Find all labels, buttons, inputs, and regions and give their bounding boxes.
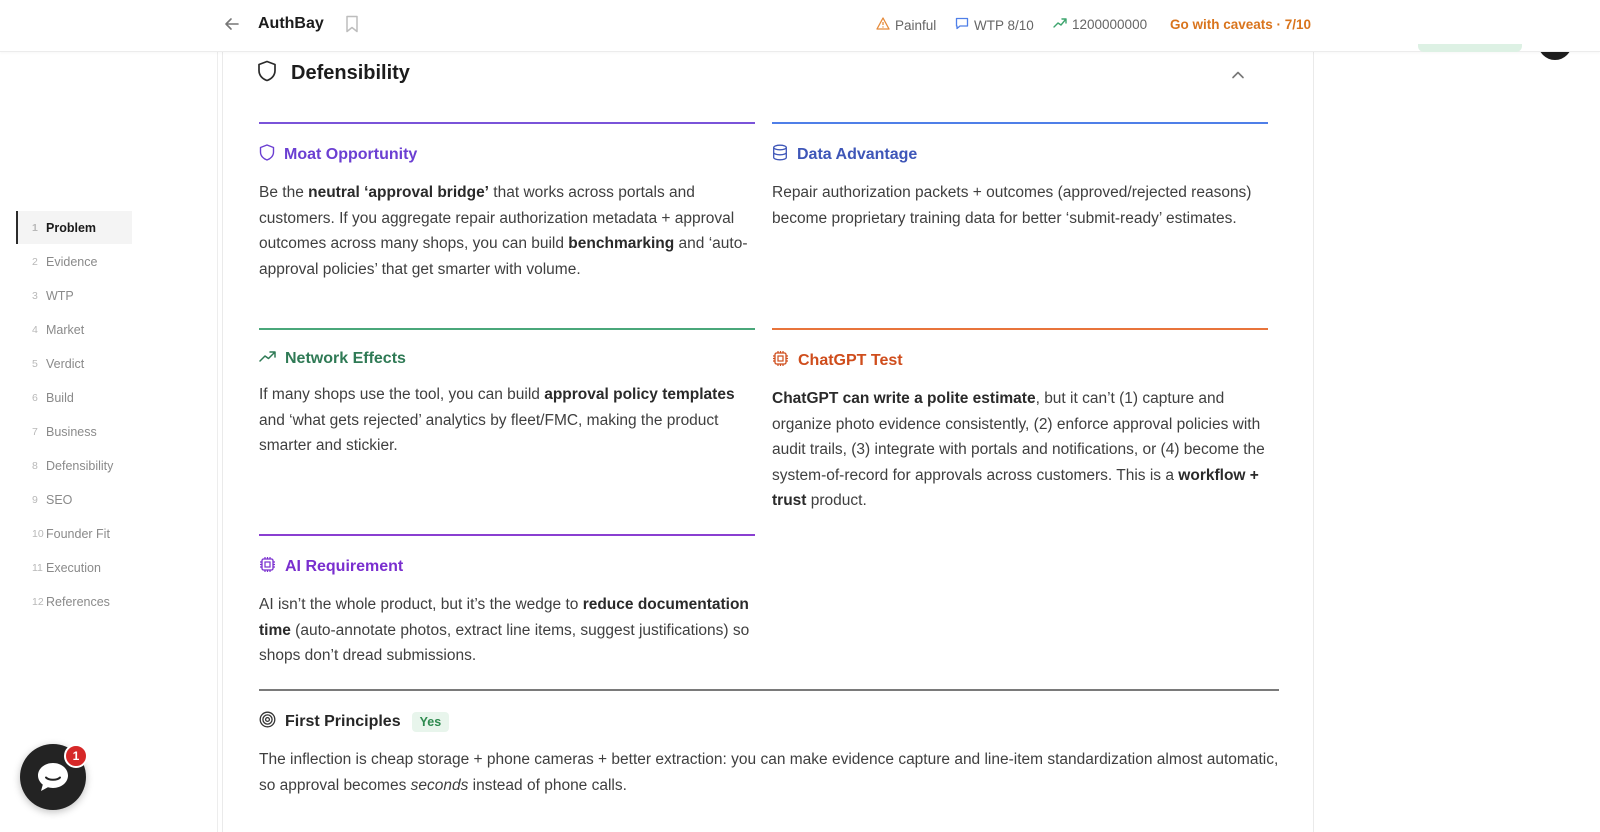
data-advantage-text: Repair authorization packets + outcomes (approved/rejected reasons) become proprietary training data for better ‘submit-ready’ estimates. [772, 184, 1252, 227]
shield-icon [259, 144, 275, 166]
nav-item-label: Verdict [46, 356, 85, 371]
status-badge: Yes [412, 712, 450, 732]
first-principles-text: The inflection is cheap storage + phone cameras + better extraction: you can make evidence capture and line-item standardization almost automatic, so approval becomes seconds instead of phone calls. [259, 751, 1279, 794]
nav-item-evidence[interactable] [16, 245, 132, 278]
nav-item-label: References [46, 594, 110, 609]
divider [259, 689, 1279, 691]
warning-icon [876, 17, 890, 33]
nav-item-label: Execution [46, 560, 101, 575]
market-label: 1200000000 [1072, 17, 1148, 32]
market-indicator [1053, 17, 1147, 32]
nav-item-execution[interactable] [16, 551, 132, 584]
nav-item-label: WTP [46, 288, 74, 303]
network-effects-block [259, 328, 755, 459]
network-effects-text: If many shops use the tool, you can build approval policy templates and ‘what gets rejected’ analytics by fleet/FMC, making the product smarter and stickier. [259, 386, 735, 454]
divider [772, 328, 1268, 330]
first-principles-block [259, 689, 1279, 798]
ai-requirement-block [259, 534, 755, 669]
trend-up-icon [259, 350, 276, 368]
chatgpt-test-block [772, 328, 1268, 514]
message-icon [955, 17, 969, 33]
nav-item-build[interactable] [16, 381, 132, 414]
moat-opportunity-block [259, 122, 755, 282]
nav-item-seo[interactable] [16, 483, 132, 516]
nav-item-problem[interactable] [16, 211, 132, 244]
nav-item-number: 1 [32, 221, 38, 234]
nav-item-label: Market [46, 322, 85, 337]
nav-item-number: 2 [32, 255, 38, 268]
database-icon [772, 144, 788, 166]
verdict-label: Go with caveats · 7/10 [1170, 17, 1312, 32]
pain-indicator [876, 17, 936, 33]
divider [259, 328, 755, 330]
first-principles-title: First Principles [285, 713, 401, 730]
chatgpt-test-heading [772, 350, 1268, 372]
ai-requirement-title: AI Requirement [285, 558, 404, 575]
data-advantage-title: Data Advantage [797, 146, 918, 163]
nav-item-number: 3 [32, 289, 38, 302]
top-bar [0, 0, 1600, 52]
section-header[interactable] [257, 60, 410, 87]
nav-item-number: 5 [32, 357, 38, 370]
section-nav [16, 211, 132, 619]
nav-item-label: Business [46, 424, 97, 439]
first-principles-heading [259, 711, 1279, 733]
section-title: Defensibility [291, 62, 410, 84]
trend-up-icon [1053, 17, 1067, 32]
chevron-up-icon[interactable] [1228, 65, 1248, 85]
nav-item-number: 10 [32, 527, 44, 540]
divider [772, 122, 1268, 124]
moat-opportunity-title: Moat Opportunity [284, 146, 418, 163]
chip-icon [259, 556, 276, 578]
notification-badge: 1 [64, 744, 88, 768]
moat-opportunity-heading [259, 144, 755, 166]
shield-icon [257, 60, 277, 87]
chip-icon [772, 350, 789, 372]
right-action-pill[interactable] [1418, 44, 1522, 52]
app-title: AuthBay [258, 15, 324, 32]
nav-item-label: Defensibility [46, 458, 114, 473]
back-arrow-icon[interactable] [222, 14, 242, 34]
nav-item-number: 4 [32, 323, 38, 336]
defensibility-card [222, 52, 1314, 832]
nav-item-number: 8 [32, 459, 38, 472]
divider [259, 122, 755, 124]
nav-item-number: 7 [32, 425, 38, 438]
nav-item-number: 11 [32, 561, 43, 574]
nav-item-label: Build [46, 390, 74, 405]
nav-item-verdict[interactable] [16, 347, 132, 380]
nav-item-label: Problem [46, 220, 97, 235]
data-advantage-block [772, 122, 1268, 231]
wtp-label: WTP 8/10 [974, 17, 1034, 33]
nav-item-label: SEO [46, 492, 73, 507]
nav-item-business[interactable] [16, 415, 132, 448]
nav-item-label: Evidence [46, 254, 98, 269]
network-effects-heading [259, 350, 755, 368]
nav-item-defensibility[interactable] [16, 449, 132, 482]
chatgpt-test-title: ChatGPT Test [798, 352, 903, 369]
target-icon [259, 711, 276, 733]
moat-opportunity-text: Be the neutral ‘approval bridge’ that works across portals and customers. If you aggregate repair authorization metadata + approval outcomes across many shops, you can build benchmarking and ‘auto-approval policies’ that get smarter with volume. [259, 184, 748, 278]
nav-item-references[interactable] [16, 585, 132, 618]
chatgpt-test-text: ChatGPT can write a polite estimate, but it can’t (1) capture and organize photo evidence consistently, (2) enforce approval policies with audit trails, (3) integrate with portals and notifications, or (4) become the system-of-record for approvals across customers. This is a workflow + trust product. [772, 390, 1265, 509]
nav-item-number: 6 [32, 391, 38, 404]
divider [259, 534, 755, 536]
nav-item-number: 12 [32, 595, 44, 608]
ai-requirement-text: AI isn’t the whole product, but it’s the wedge to reduce documentation time (auto-annotate photos, extract line items, suggest justifications) so shops don’t dread submissions. [259, 596, 750, 664]
wtp-indicator [955, 17, 1034, 33]
nav-item-number: 9 [32, 493, 38, 506]
pain-label: Painful [895, 17, 937, 33]
nav-item-founder-fit[interactable] [16, 517, 132, 550]
ai-requirement-heading [259, 556, 755, 578]
network-effects-title: Network Effects [285, 350, 406, 367]
nav-item-market[interactable] [16, 313, 132, 346]
data-advantage-heading [772, 144, 1268, 166]
nav-item-wtp[interactable] [16, 279, 132, 312]
nav-item-label: Founder Fit [46, 526, 110, 541]
bookmark-icon[interactable] [345, 15, 359, 33]
